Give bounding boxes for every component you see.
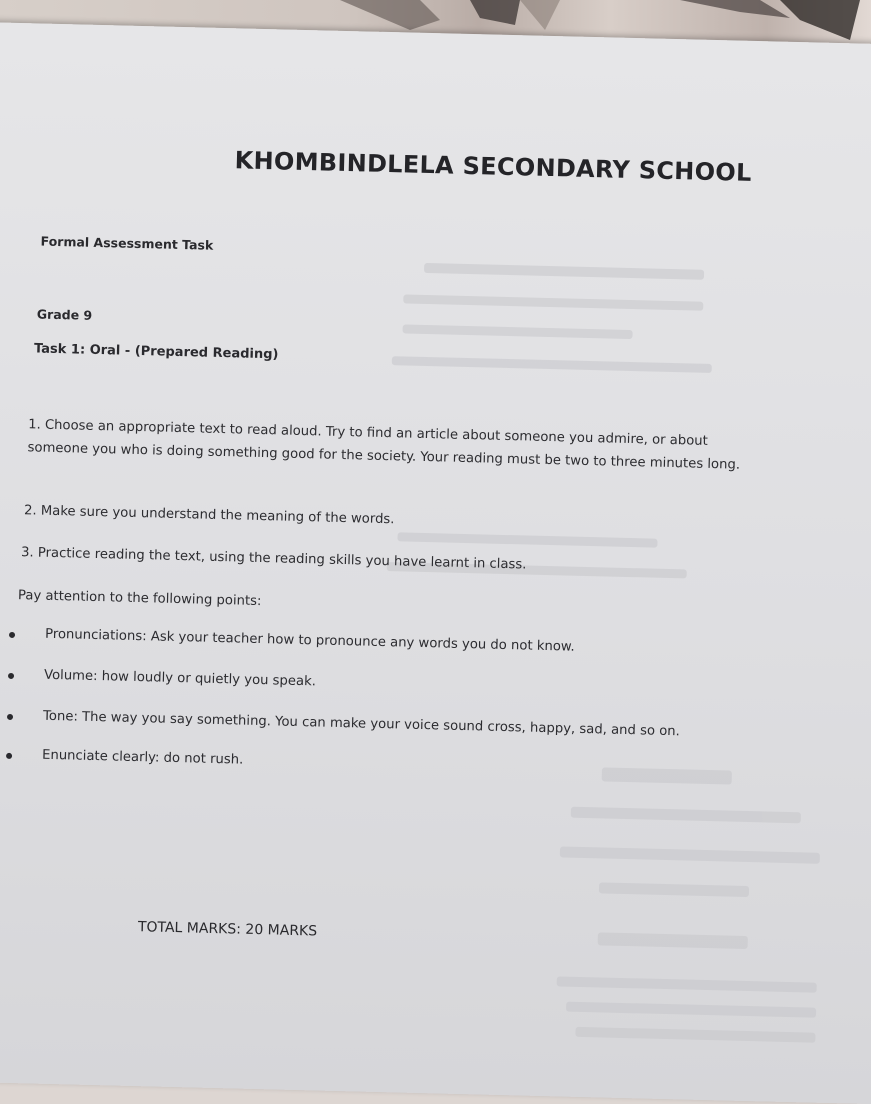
instruction-2: 2. Make sure you understand the meaning of the words. [23,503,395,528]
bullet-icon [7,714,13,720]
school-name-heading: KHOMBINDLELA SECONDARY SCHOOL [234,146,752,187]
bullet-text: Volume: how loudly or quietly you speak. [43,667,317,690]
task-title: Task 1: Oral - (Prepared Reading) [33,341,279,363]
instruction-1: 1. Choose an appropriate text to read aloud. Try to find an article about someone you admire, or about someone you who is doing something good for the society. Your reading must be two to three minutes long. [27,417,741,473]
bullet-text: Enunciate clearly: do not rush. [41,747,244,768]
points-label: Pay attention to the following points: [17,588,262,610]
bullet-text: Pronunciations: Ask your teacher how to pronounce any words you do not know. [44,626,575,655]
document-sheet [0,22,871,1104]
assessment-subtitle: Formal Assessment Task [40,233,214,253]
total-marks: TOTAL MARKS: 20 MARKS [137,919,318,940]
instruction-3: 3. Practice reading the text, using the reading skills you have learnt in class. [20,545,527,573]
bullet-text: Tone: The way you say something. You can make your voice sound cross, happy, sad, and so on. [42,708,680,740]
grade-label: Grade 9 [36,306,93,323]
